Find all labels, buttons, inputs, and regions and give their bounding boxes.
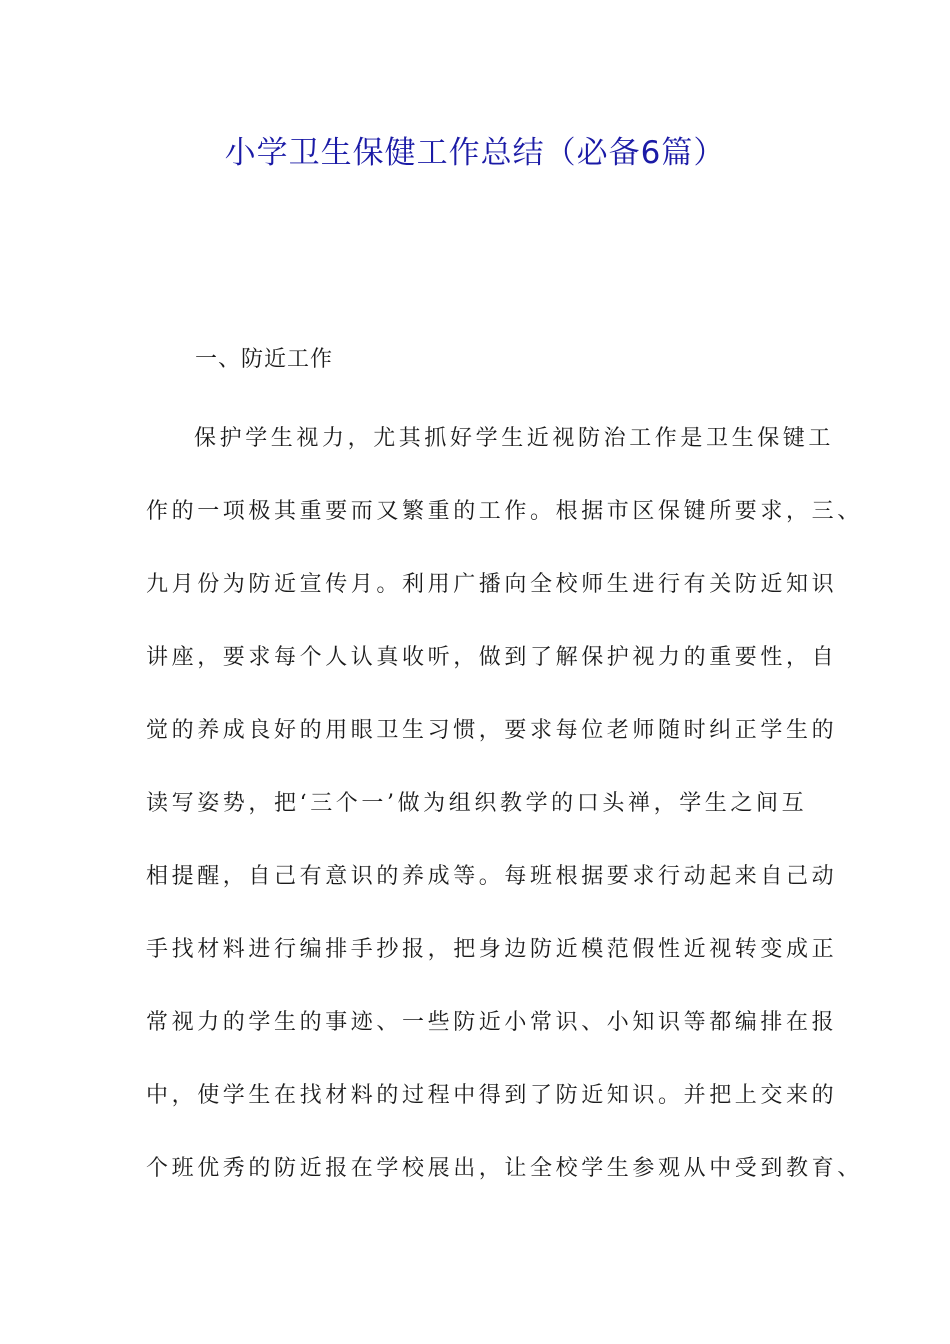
document-title: 小学卫生保健工作总结（必备6篇） [224, 135, 726, 171]
paragraph-line: 常视力的学生的事迹、一些防近小常识、小知识等都编排在报 [146, 1010, 838, 1035]
body-paragraph [146, 416, 863, 1219]
paragraph-line: 读写姿势，把‘三个一’做为组织教学的口头禅，学生之间互 [146, 791, 808, 816]
paragraph-line: 手找材料进行编排手抄报，把身边防近模范假性近视转变成正 [146, 937, 838, 962]
paragraph-line: 作的一项极其重要而又繁重的工作。根据市区保键所要求，三、 [146, 499, 863, 524]
paragraph-line: 九月份为防近宣传月。利用广播向全校师生进行有关防近知识 [146, 572, 838, 597]
paragraph-line: 相提醒，自己有意识的养成等。每班根据要求行动起来自己动 [146, 864, 838, 889]
paragraph-line: 讲座，要求每个人认真收听，做到了解保护视力的重要性，自 [146, 645, 838, 670]
paragraph-line: 中，使学生在找材料的过程中得到了防近知识。并把上交来的 [146, 1083, 838, 1108]
paragraph-line: 个班优秀的防近报在学校展出，让全校学生参观从中受到教育、 [146, 1156, 863, 1181]
paragraph-line: 觉的养成良好的用眼卫生习惯，要求每位老师随时纠正学生的 [146, 718, 838, 743]
section-heading: 一、防近工作 [195, 347, 334, 372]
paragraph-line: 保护学生视力，尤其抓好学生近视防治工作是卫生保键工 [194, 426, 835, 451]
